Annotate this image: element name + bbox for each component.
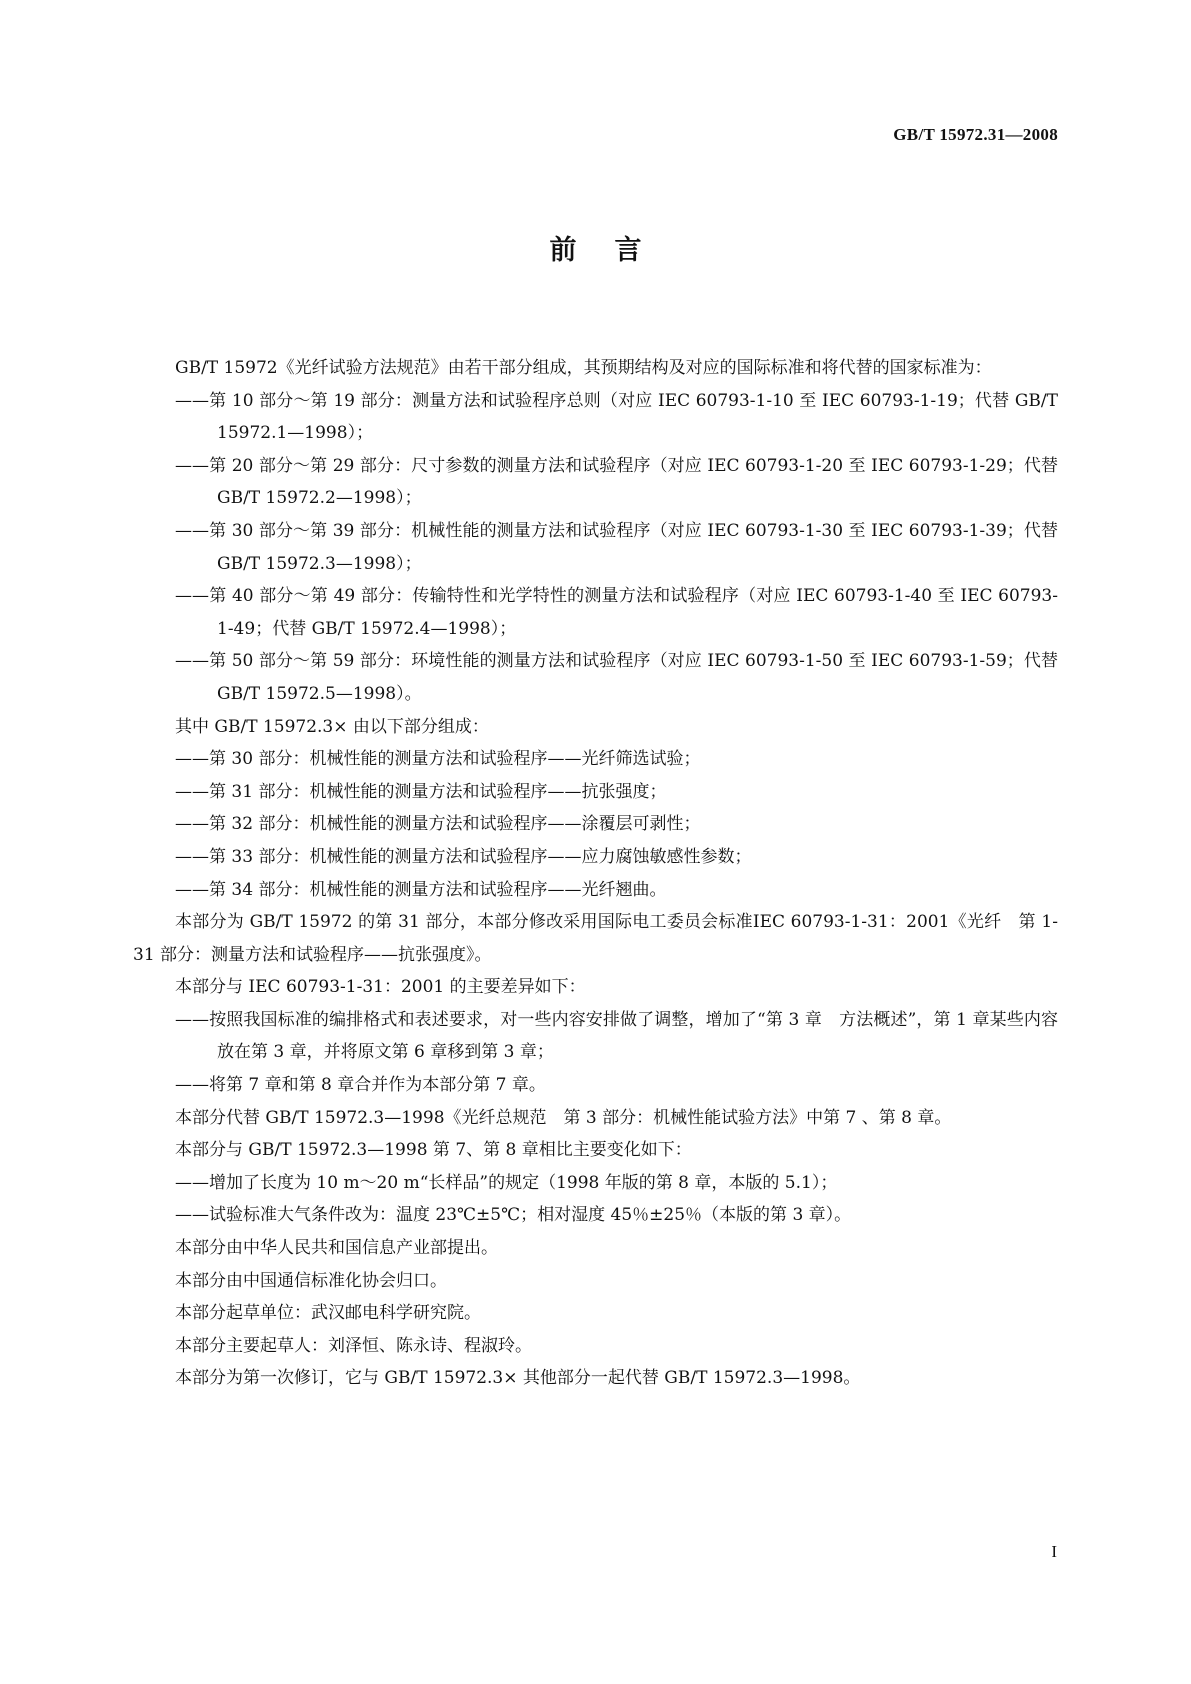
paragraph: 本部分为 GB/T 15972 的第 31 部分，本部分修改采用国际电工委员会标准IEC 60793-1-31：2001《光纤 第 1-31 部分：测量方法和试验程序——抗张强度》。	[133, 912, 1058, 965]
list-item: ——第 20 部分～第 29 部分：尺寸参数的测量方法和试验程序（对应 IEC 60793-1-20 至 IEC 60793-1-29；代替 GB/T 15972.2—1998）；	[175, 455, 1058, 509]
paragraph: 本部分由中国通信标准化协会归口。	[175, 1270, 447, 1291]
standard-code: GB/T 15972.31—2008	[893, 125, 1058, 144]
list-item: ——按照我国标准的编排格式和表述要求，对一些内容安排做了调整，增加了“第 3 章 方法概述”，第 1 章某些内容放在第 3 章，并将原文第 6 章移到第 3 章；	[175, 1009, 1058, 1063]
list-item: ——增加了长度为 10 m～20 m“长样品”的规定（1998 年版的第 8 章，本版的 5.1）；	[175, 1172, 838, 1193]
list-item: ——第 31 部分：机械性能的测量方法和试验程序——抗张强度；	[175, 781, 667, 802]
list-item: ——第 34 部分：机械性能的测量方法和试验程序——光纤翘曲。	[175, 879, 667, 900]
paragraph: 本部分起草单位：武汉邮电科学研究院。	[175, 1303, 481, 1324]
paragraph: 本部分代替 GB/T 15972.3—1998《光纤总规范 第 3 部分：机械性能试验方法》中第 7 、第 8 章。	[175, 1107, 952, 1128]
paragraph: 本部分与 GB/T 15972.3—1998 第 7、第 8 章相比主要变化如下：	[175, 1140, 692, 1161]
paragraph: 本部分为第一次修订，它与 GB/T 15972.3× 其他部分一起代替 GB/T 15972.3—1998。	[175, 1368, 861, 1389]
list-item: ——试验标准大气条件改为：温度 23℃±5℃；相对湿度 45％±25％（本版的第 3 章）。	[175, 1205, 852, 1226]
page-number: I	[1051, 1542, 1057, 1561]
list-item: ——第 30 部分：机械性能的测量方法和试验程序——光纤筛选试验；	[175, 749, 701, 770]
paragraph: GB/T 15972《光纤试验方法规范》由若干部分组成，其预期结构及对应的国际标准和将代替的国家标准为：	[175, 358, 992, 378]
list-item: ——第 30 部分～第 39 部分：机械性能的测量方法和试验程序（对应 IEC 60793-1-30 至 IEC 60793-1-39；代替 GB/T 15972.3—1998）；	[175, 520, 1058, 574]
list-item: ——第 33 部分：机械性能的测量方法和试验程序——应力腐蚀敏感性参数；	[175, 846, 752, 867]
list-item: ——第 50 部分～第 59 部分：环境性能的测量方法和试验程序（对应 IEC 60793-1-50 至 IEC 60793-1-59；代替 GB/T 15972.5—1998）。	[175, 651, 1058, 704]
paragraph: 本部分与 IEC 60793-1-31：2001 的主要差异如下：	[175, 977, 586, 998]
list-item: ——第 32 部分：机械性能的测量方法和试验程序——涂覆层可剥性；	[175, 814, 701, 835]
page-title: 前言	[549, 235, 680, 266]
paragraph: 本部分主要起草人：刘泽恒、陈永诗、程淑玲。	[175, 1335, 532, 1356]
paragraph: 本部分由中华人民共和国信息产业部提出。	[175, 1238, 498, 1259]
paragraph: 其中 GB/T 15972.3× 由以下部分组成：	[175, 716, 489, 737]
document-body	[133, 352, 1058, 1395]
list-item: ——第 40 部分～第 49 部分：传输特性和光学特性的测量方法和试验程序（对应 IEC 60793-1-40 至 IEC 60793-1-49；代替 GB/T 15972.4—1998）；	[175, 586, 1058, 639]
list-item: ——第 10 部分～第 19 部分：测量方法和试验程序总则（对应 IEC 60793-1-10 至 IEC 60793-1-19；代替 GB/T 15972.1—1998）；	[175, 390, 1058, 444]
list-item: ——将第 7 章和第 8 章合并作为本部分第 7 章。	[175, 1075, 546, 1096]
